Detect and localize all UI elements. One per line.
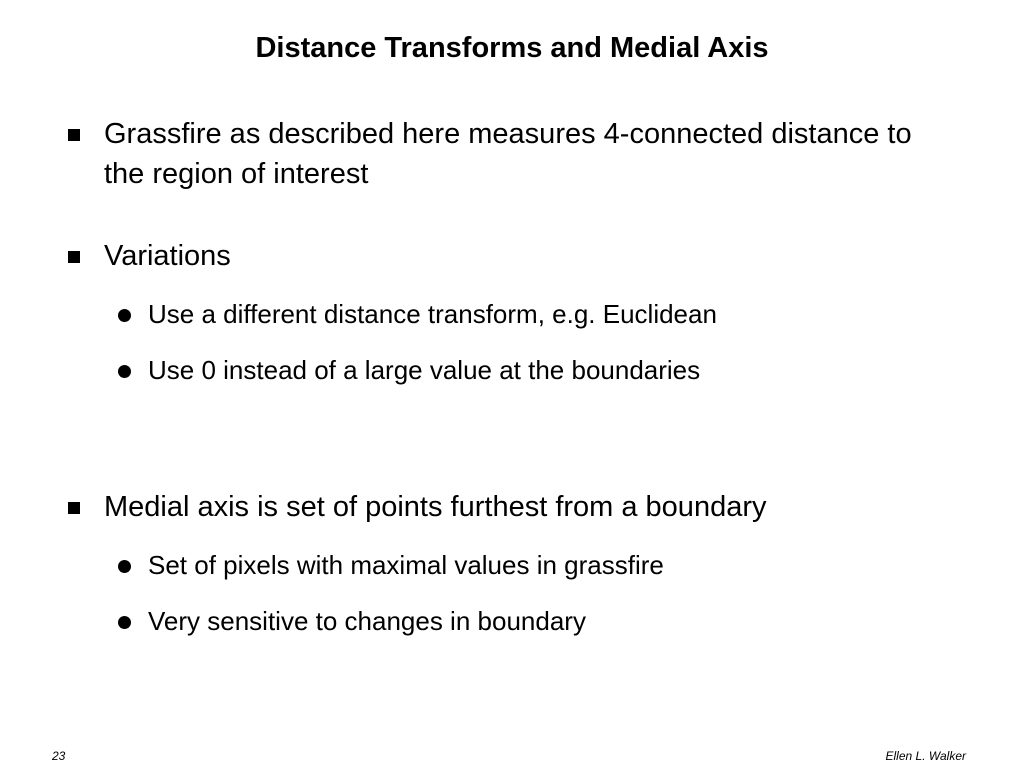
bullet-text: Medial axis is set of points furthest from a boundary bbox=[104, 491, 767, 523]
round-bullet-icon bbox=[118, 605, 148, 637]
square-bullet-icon bbox=[68, 114, 104, 154]
author-footer: Ellen L. Walker bbox=[885, 749, 966, 763]
square-bullet-icon bbox=[68, 487, 104, 527]
bullet-text: Variations bbox=[104, 240, 231, 272]
bullet-item bbox=[68, 236, 928, 276]
sub-bullet-text: Set of pixels with maximal values in grassfire bbox=[148, 550, 664, 580]
round-bullet-icon bbox=[118, 298, 148, 330]
page-number: 23 bbox=[52, 749, 66, 763]
round-bullet-icon bbox=[118, 549, 148, 581]
sub-bullet-item bbox=[118, 298, 938, 330]
bullet-item bbox=[68, 114, 928, 194]
sub-bullet-text: Very sensitive to changes in boundary bbox=[148, 606, 586, 636]
round-bullet-icon bbox=[118, 354, 148, 386]
slide-title: Distance Transforms and Medial Axis bbox=[255, 32, 769, 64]
square-bullet-icon bbox=[68, 236, 104, 276]
sub-bullet-item bbox=[118, 354, 938, 386]
sub-bullet-item bbox=[118, 605, 938, 637]
sub-bullet-text: Use a different distance transform, e.g. Euclidean bbox=[148, 299, 717, 329]
bullet-item bbox=[68, 487, 928, 527]
bullet-text: Grassfire as described here measures 4-connected distance to the region of interest bbox=[104, 118, 912, 190]
sub-bullet-item bbox=[118, 549, 938, 581]
sub-bullet-text: Use 0 instead of a large value at the boundaries bbox=[148, 355, 701, 385]
